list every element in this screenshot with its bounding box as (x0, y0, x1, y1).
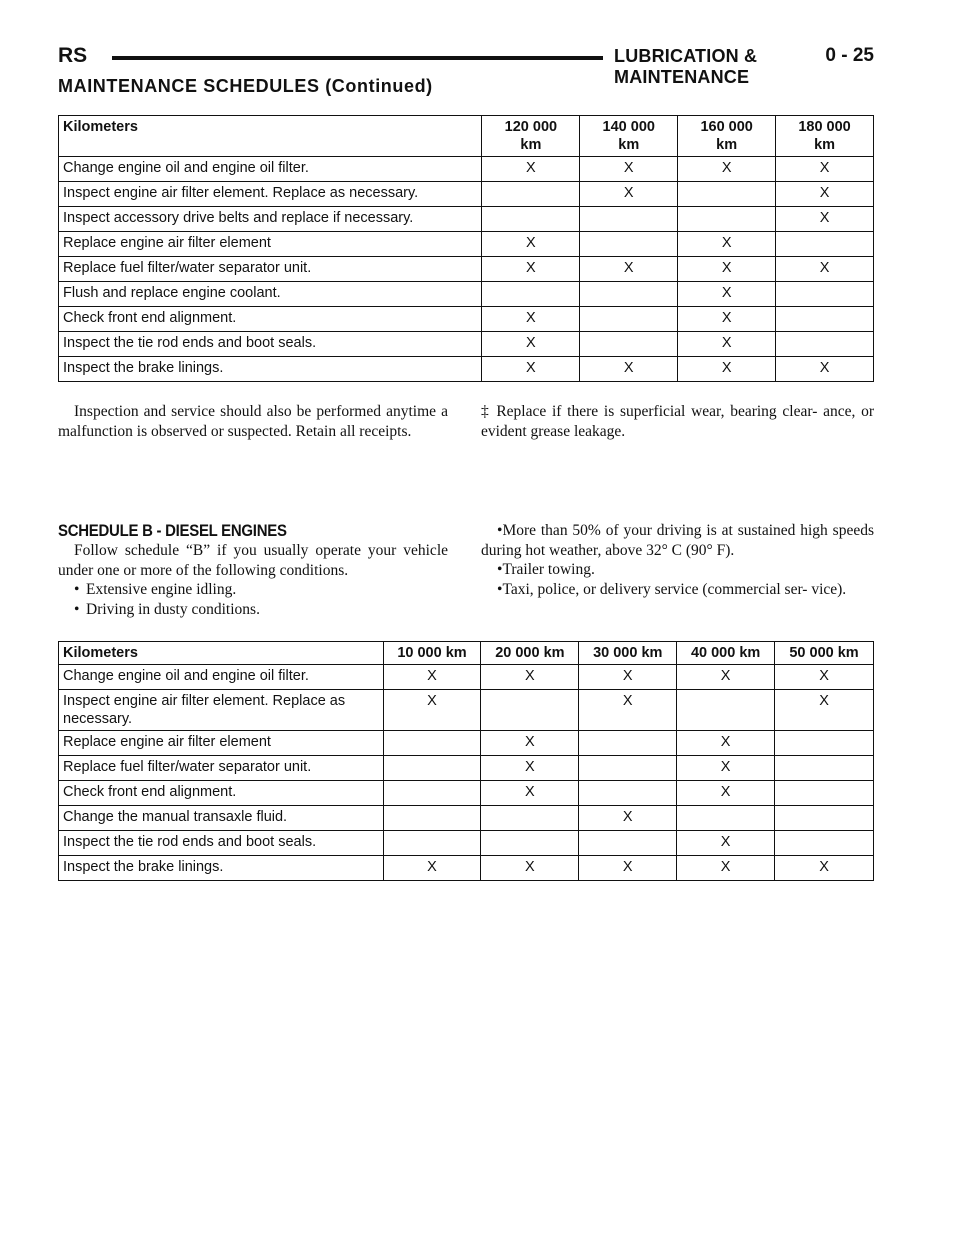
task-cell: Inspect the brake linings. (59, 357, 482, 382)
interval-cell (482, 282, 580, 307)
interval-cell: X (678, 332, 776, 357)
bullet-item: • Extensive engine idling. (74, 581, 237, 598)
interval-cell: X (677, 756, 775, 781)
table-row (59, 157, 874, 182)
table-row (59, 357, 874, 382)
interval-cell: X (579, 665, 677, 690)
task-cell: Flush and replace engine coolant. (59, 282, 482, 307)
interval-cell: X (677, 731, 775, 756)
table-row (59, 282, 874, 307)
interval-cell: X (677, 781, 775, 806)
interval-cell (678, 182, 776, 207)
column-header: Kilometers (59, 116, 482, 157)
interval-cell: X (776, 207, 874, 232)
interval-cell (383, 806, 481, 831)
task-cell: Inspect engine air filter element. Replace as necessary. (59, 690, 384, 731)
interval-cell: X (775, 665, 874, 690)
column-header: 20 000 km (481, 642, 579, 665)
interval-cell (383, 731, 481, 756)
interval-cell (776, 307, 874, 332)
interval-cell (580, 332, 678, 357)
column-header: 160 000 km (678, 116, 776, 157)
bullet-item: •Taxi, police, or delivery service (commercial ser- vice). (497, 580, 847, 598)
schedule-b-intro-block (58, 541, 448, 619)
interval-cell (579, 831, 677, 856)
column-header: Kilometers (59, 642, 384, 665)
interval-cell: X (580, 257, 678, 282)
interval-cell (579, 731, 677, 756)
column-header: 40 000 km (677, 642, 775, 665)
interval-cell (775, 806, 874, 831)
interval-cell: X (678, 257, 776, 282)
interval-cell: X (776, 357, 874, 382)
interval-cell (579, 781, 677, 806)
task-cell: Inspect the brake linings. (59, 856, 384, 881)
table-row (59, 182, 874, 207)
page-number: 0 - 25 (825, 45, 874, 66)
bullet-icon: • (497, 522, 503, 539)
interval-cell: X (383, 690, 481, 731)
table-row (59, 781, 874, 806)
interval-cell: X (678, 232, 776, 257)
interval-cell (580, 307, 678, 332)
header-title: LUBRICATION & MAINTENANCE (614, 46, 758, 87)
interval-cell (481, 806, 579, 831)
interval-cell: X (481, 665, 579, 690)
interval-cell: X (775, 856, 874, 881)
interval-cell: X (580, 157, 678, 182)
maintenance-table-2 (58, 641, 874, 881)
interval-cell (482, 207, 580, 232)
bullet-item: •More than 50% of your driving is at sustained high speeds during hot weather, above 32° C (90° F). (481, 522, 874, 559)
task-cell: Check front end alignment. (59, 781, 384, 806)
interval-cell (580, 282, 678, 307)
interval-cell: X (775, 690, 874, 731)
interval-cell: X (677, 831, 775, 856)
header-rule (112, 56, 603, 60)
section-title: MAINTENANCE SCHEDULES (Continued) (58, 76, 433, 96)
interval-cell: X (481, 731, 579, 756)
bullet-item: •Trailer towing. (497, 561, 595, 578)
interval-cell: X (482, 357, 580, 382)
interval-cell: X (677, 665, 775, 690)
schedule-b-heading: SCHEDULE B - DIESEL ENGINES (58, 521, 287, 540)
table-row (59, 690, 874, 731)
table-row (59, 207, 874, 232)
interval-cell (481, 690, 579, 731)
table-row (59, 332, 874, 357)
task-cell: Inspect the tie rod ends and boot seals. (59, 831, 384, 856)
interval-cell: X (482, 232, 580, 257)
interval-cell (775, 831, 874, 856)
interval-cell (481, 831, 579, 856)
schedule-b-intro: Follow schedule “B” if you usually operate your vehicle under one or more of the following conditions. (58, 542, 448, 579)
interval-cell: X (579, 806, 677, 831)
interval-cell: X (482, 157, 580, 182)
interval-cell: X (677, 856, 775, 881)
interval-cell: X (678, 282, 776, 307)
interval-cell (580, 232, 678, 257)
table-row (59, 806, 874, 831)
interval-cell (383, 756, 481, 781)
table-row (59, 257, 874, 282)
column-header: 10 000 km (383, 642, 481, 665)
task-cell: Inspect engine air filter element. Replace as necessary. (59, 182, 482, 207)
table-row (59, 831, 874, 856)
interval-cell: X (481, 856, 579, 881)
interval-cell: X (481, 756, 579, 781)
column-header: 30 000 km (579, 642, 677, 665)
interval-cell: X (383, 665, 481, 690)
task-cell: Replace engine air filter element (59, 731, 384, 756)
interval-cell (776, 232, 874, 257)
interval-cell (579, 756, 677, 781)
interval-cell (482, 182, 580, 207)
interval-cell: X (678, 357, 776, 382)
interval-cell (776, 282, 874, 307)
task-cell: Replace fuel filter/water separator unit. (59, 756, 384, 781)
interval-cell (677, 806, 775, 831)
interval-cell: X (579, 856, 677, 881)
column-header: 140 000 km (580, 116, 678, 157)
table-header-row (59, 116, 874, 157)
interval-cell (677, 690, 775, 731)
maintenance-table-1 (58, 115, 874, 382)
interval-cell (580, 207, 678, 232)
bullet-icon: • (74, 600, 80, 618)
interval-cell: X (678, 307, 776, 332)
bullet-icon: • (497, 561, 503, 578)
bullet-icon: • (74, 581, 80, 598)
interval-cell (776, 332, 874, 357)
task-cell: Change engine oil and engine oil filter. (59, 157, 482, 182)
table-row (59, 665, 874, 690)
table-row (59, 307, 874, 332)
bullet-icon: • (497, 580, 503, 598)
interval-cell: X (776, 257, 874, 282)
table-row (59, 756, 874, 781)
interval-cell (383, 831, 481, 856)
task-cell: Inspect accessory drive belts and replace if necessary. (59, 207, 482, 232)
task-cell: Check front end alignment. (59, 307, 482, 332)
task-cell: Replace engine air filter element (59, 232, 482, 257)
interval-cell: X (776, 182, 874, 207)
task-cell: Change engine oil and engine oil filter. (59, 665, 384, 690)
interval-cell (775, 731, 874, 756)
interval-cell: X (481, 781, 579, 806)
interval-cell: X (482, 307, 580, 332)
interval-cell (678, 207, 776, 232)
interval-cell (383, 781, 481, 806)
interval-cell: X (383, 856, 481, 881)
interval-cell: X (579, 690, 677, 731)
task-cell: Inspect the tie rod ends and boot seals. (59, 332, 482, 357)
interval-cell: X (580, 357, 678, 382)
task-cell: Replace fuel filter/water separator unit. (59, 257, 482, 282)
table-row (59, 731, 874, 756)
replace-note: ‡ Replace if there is superficial wear, bearing clear- ance, or evident grease leakage. (481, 403, 874, 440)
schedule-b-conditions (481, 521, 874, 599)
column-header: 180 000 km (776, 116, 874, 157)
bullet-item: • Driving in dusty conditions. (74, 600, 260, 618)
header-section-code: RS (58, 44, 88, 67)
interval-cell: X (482, 332, 580, 357)
interval-cell: X (678, 157, 776, 182)
task-cell: Change the manual transaxle fluid. (59, 806, 384, 831)
interval-cell: X (776, 157, 874, 182)
column-header: 120 000 km (482, 116, 580, 157)
column-header: 50 000 km (775, 642, 874, 665)
table-header-row (59, 642, 874, 665)
interval-cell: X (580, 182, 678, 207)
interval-cell: X (482, 257, 580, 282)
interval-cell (775, 756, 874, 781)
inspection-note: Inspection and service should also be performed anytime a malfunction is observed or suspected. Retain all receipts. (58, 403, 448, 440)
table-row (59, 856, 874, 881)
table-row (59, 232, 874, 257)
interval-cell (775, 781, 874, 806)
